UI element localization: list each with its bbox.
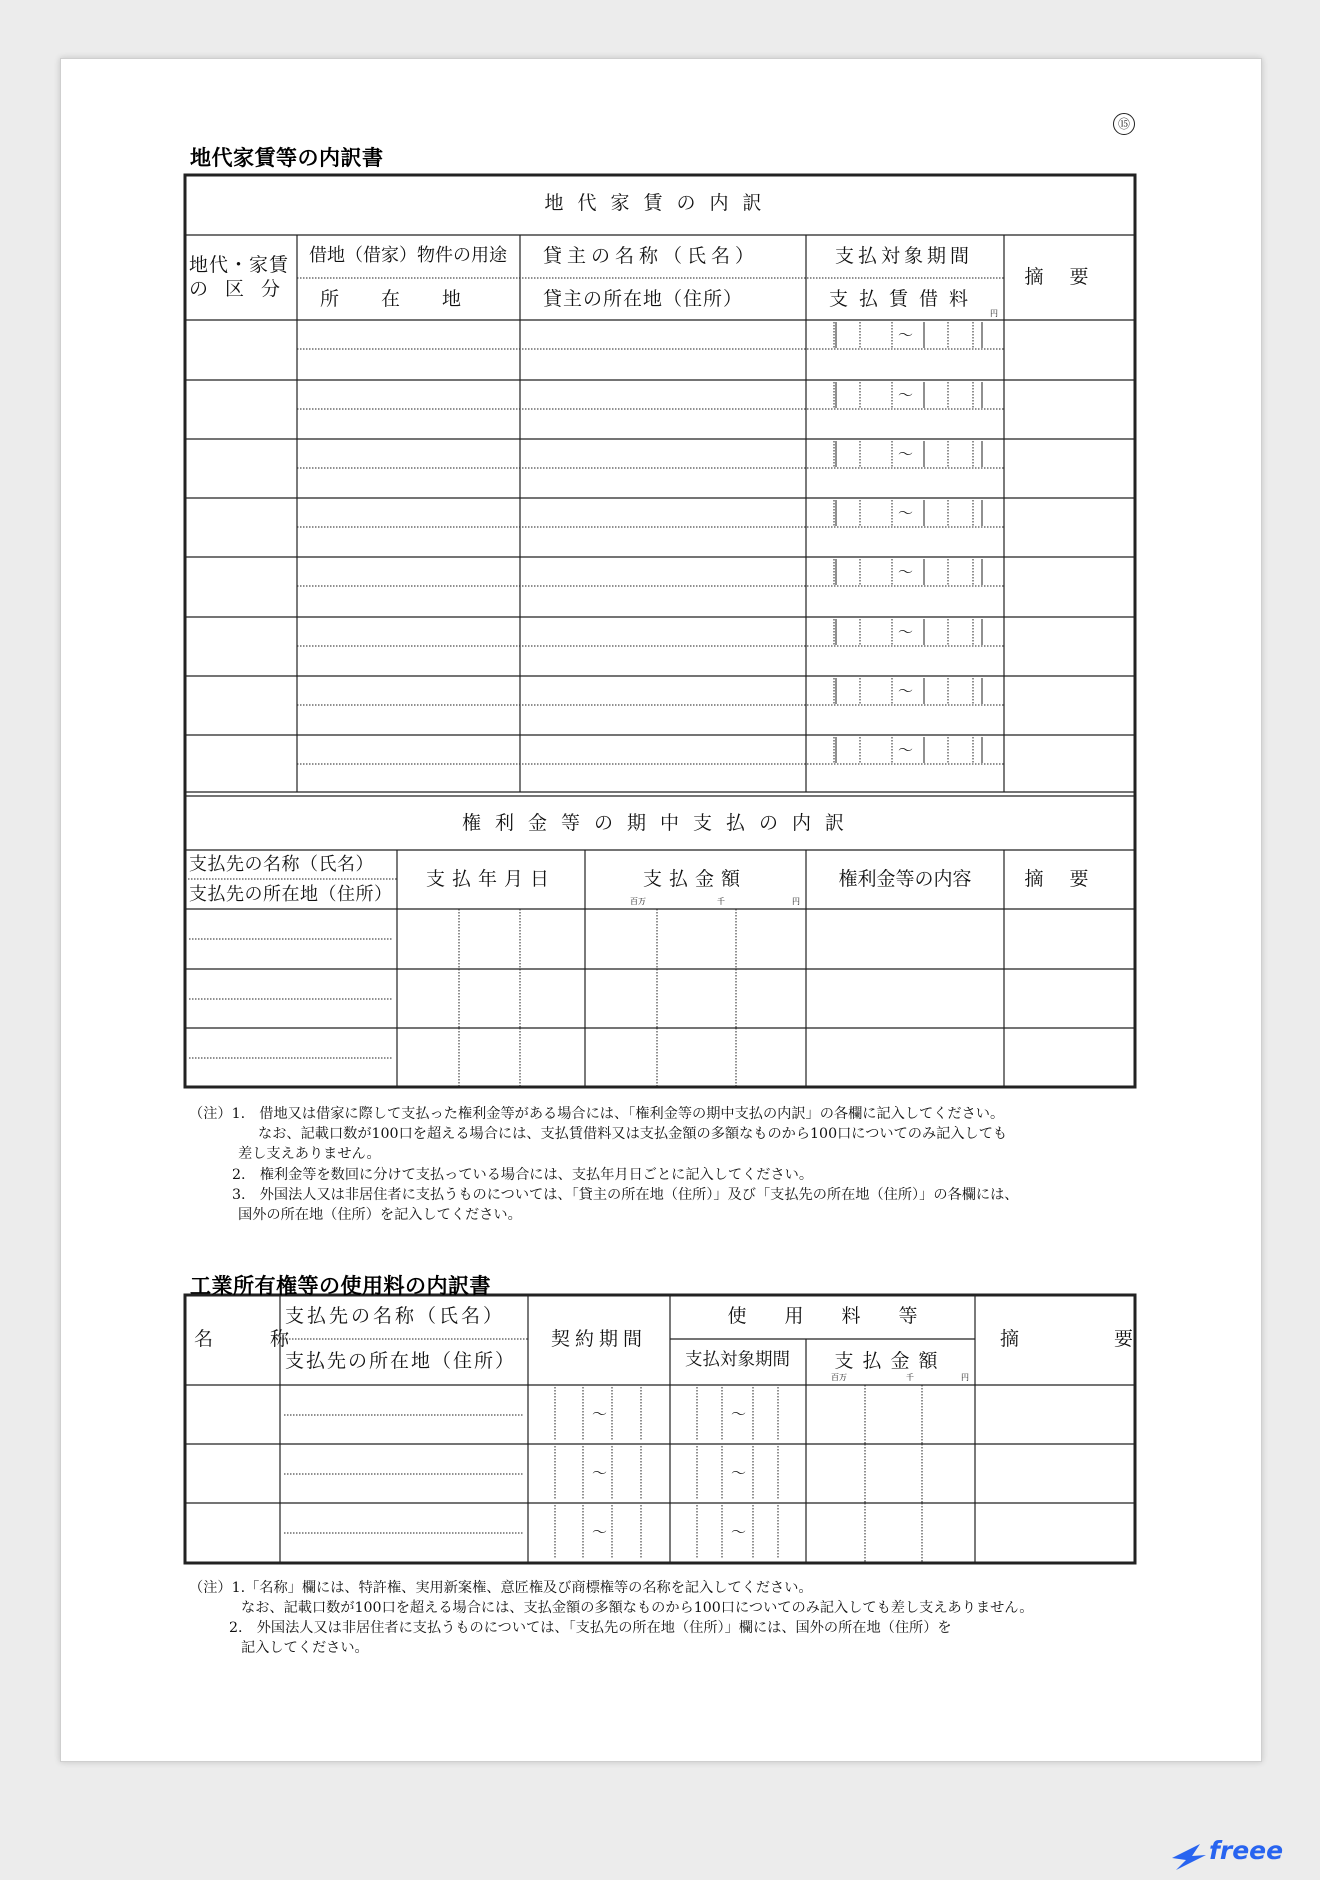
f2-col-tekiyo: 摘 要 — [1000, 1328, 1134, 1350]
note1-line1: （注）1. 借地又は借家に際して支払った権利金等がある場合には、「権利金等の期中支払の内訳」の各欄に記入してください。 — [189, 1106, 1005, 1122]
f2-unit-sen: 千 — [906, 1373, 914, 1382]
form1-title: 地代家賃等の内訳書 — [190, 146, 384, 170]
s2-col-amount: 支払金額 — [642, 868, 747, 890]
note1-line4: 2. 権利金等を数回に分けて支払っている場合には、支払年月日ごとに記入してください。 — [232, 1167, 814, 1183]
period-separator: ～ — [898, 326, 914, 344]
f2-col-name: 支払先の名称（氏名） — [285, 1305, 506, 1327]
period-separator: ～ — [898, 504, 914, 522]
period-separator: ～ — [592, 1523, 608, 1541]
col-kashinushi-addr: 貸主の所在地（住所） — [543, 288, 744, 310]
unit-en: 円 — [792, 897, 800, 906]
unit-sen: 千 — [717, 897, 725, 906]
f2-col-keiyaku: 契約期間 — [550, 1328, 647, 1350]
col-chinryo-unit: 円 — [990, 309, 998, 318]
page-number: ⑮ — [1113, 113, 1135, 135]
period-separator: ～ — [898, 445, 914, 463]
f2-unit-en: 円 — [961, 1373, 969, 1382]
f2-col-addr: 支払先の所在地（住所） — [285, 1350, 517, 1372]
period-separator: ～ — [898, 741, 914, 759]
col-kubun-line1: 地代・家賃 — [189, 254, 290, 276]
unit-hyakuman: 百万 — [630, 897, 646, 906]
period-separator: ～ — [592, 1464, 608, 1482]
period-separator: ～ — [731, 1405, 747, 1423]
f2-col-kingaku: 支払金額 — [834, 1350, 947, 1372]
note2-line3: 2. 外国法人又は非居住者に支払うものについては、「支払先の所在地（住所）」欄には、国外の所在地（住所）を — [229, 1620, 952, 1636]
note1-line3: 差し支えありません。 — [238, 1146, 381, 1162]
form2-title: 工業所有権等の使用料の内訳書 — [190, 1274, 491, 1298]
f2-col-shiyoryo: 使 用 料 等 — [727, 1305, 918, 1327]
f2-col-meisho: 名 称 — [194, 1328, 290, 1350]
note1-line5: 3. 外国法人又は非居住者に支払うものについては、「貸主の所在地（住所）」及び「支払先の所在地（住所）」の各欄には、 — [232, 1187, 1019, 1203]
note2-line4: 記入してください。 — [241, 1640, 369, 1656]
note2-line2: なお、記載口数が100口を超える場合には、支払金額の多額なものから100口についてのみ記入しても差し支えありません。 — [241, 1600, 1034, 1616]
col-tekiyo: 摘要 — [1024, 266, 1115, 288]
col-youto: 借地（借家）物件の用途 — [309, 245, 507, 266]
period-separator: ～ — [898, 563, 914, 581]
col-kashinushi-name: 貸主の名称（氏名） — [543, 245, 760, 267]
s2-col-addr: 支払先の所在地（住所） — [189, 884, 393, 905]
section2-header: 権利金等の期中支払の内訳 — [461, 812, 858, 834]
period-separator: ～ — [592, 1405, 608, 1423]
col-chinryo: 支払賃借料 — [828, 288, 979, 310]
s2-col-date: 支払年月日 — [425, 868, 556, 890]
period-separator: ～ — [898, 682, 914, 700]
col-shozaichi: 所在地 — [320, 288, 504, 310]
note2-line1: （注）1.「名称」欄には、特許権、実用新案権、意匠権及び商標権等の名称を記入してください。 — [189, 1580, 813, 1596]
s2-col-name: 支払先の名称（氏名） — [189, 854, 374, 875]
period-separator: ～ — [898, 386, 914, 404]
note1-line2: なお、記載口数が100口を超える場合には、支払賃借料又は支払金額の多額なものから100口についてのみ記入しても — [258, 1126, 1008, 1142]
period-separator: ～ — [731, 1523, 747, 1541]
note1-line6: 国外の所在地（住所）を記入してください。 — [238, 1207, 522, 1223]
col-kubun-line2: の区分 — [189, 278, 298, 300]
period-separator: ～ — [731, 1464, 747, 1482]
s2-col-naiyo: 権利金等の内容 — [838, 868, 972, 890]
section1-header: 地代家賃の内訳 — [544, 192, 776, 214]
s2-col-tekiyo: 摘要 — [1024, 868, 1115, 890]
col-kikan: 支払対象期間 — [834, 245, 973, 267]
period-separator: ～ — [898, 623, 914, 641]
f2-unit-hyakuman: 百万 — [831, 1373, 847, 1382]
freee-logo-text: freee — [1209, 1836, 1284, 1865]
f2-col-kikan: 支払対象期間 — [685, 1350, 790, 1370]
